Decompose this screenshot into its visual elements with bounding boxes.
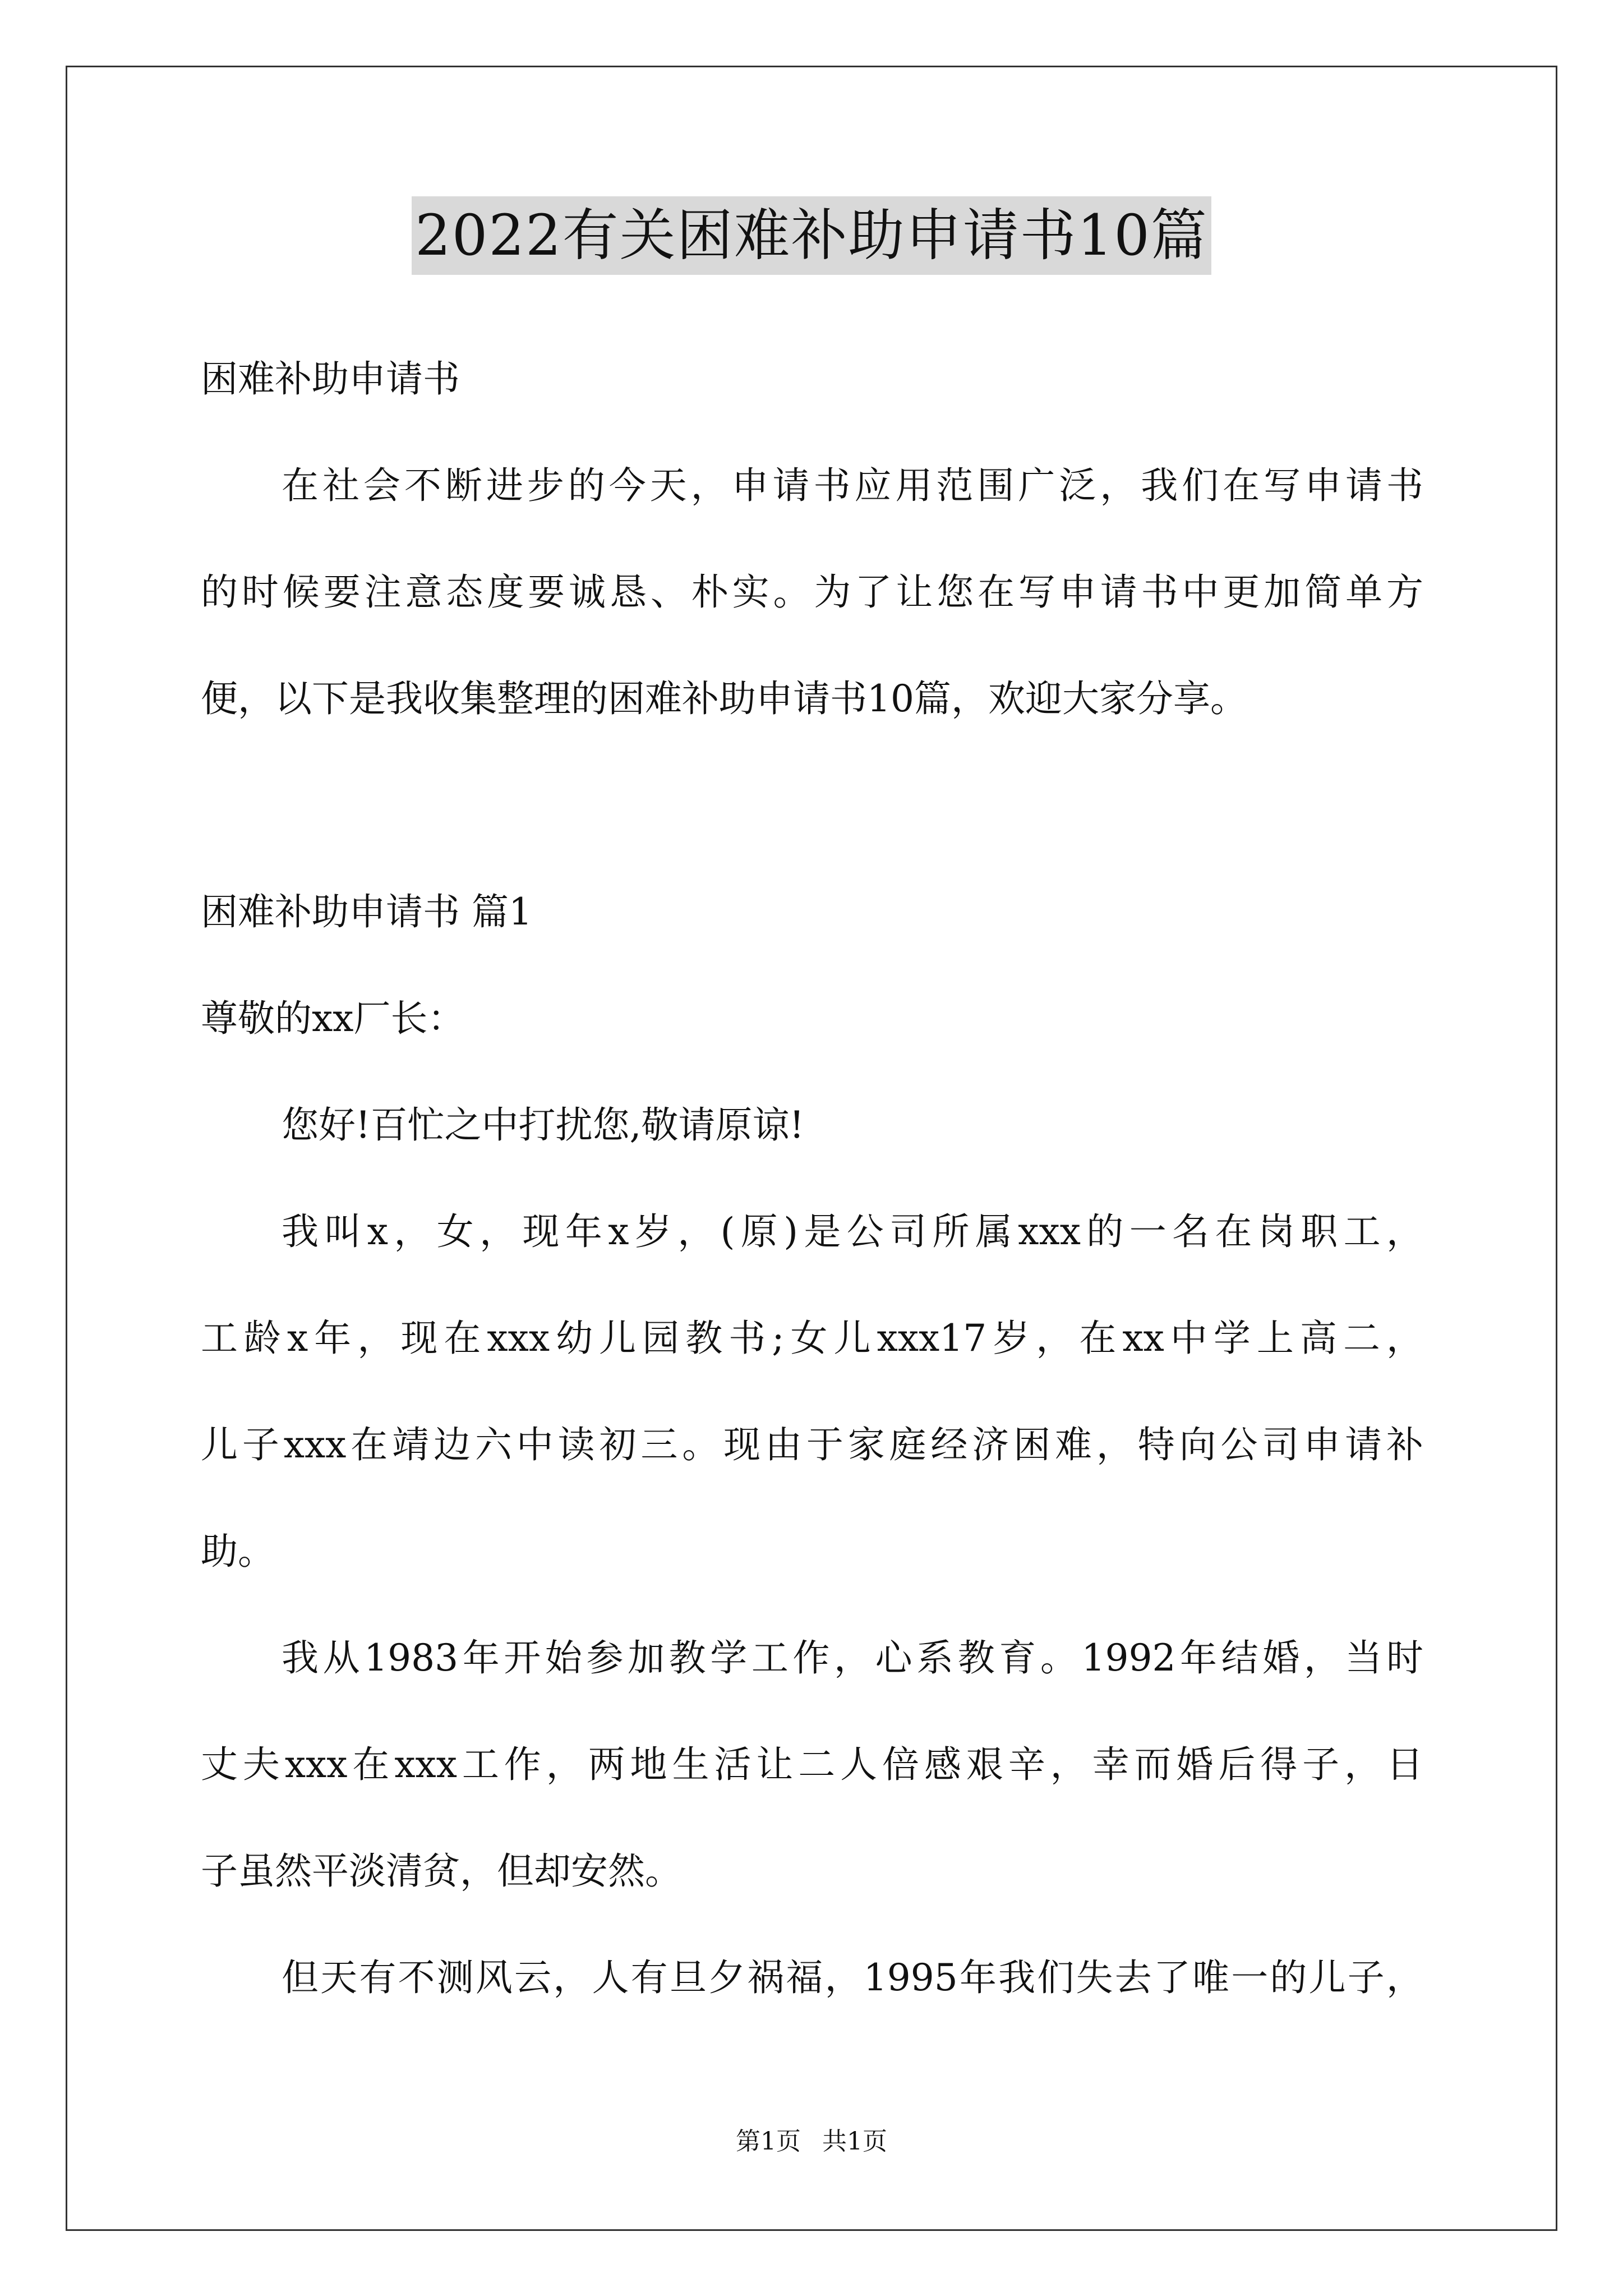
- para3-line-1: 但天有不测风云，人有旦夕祸福，1995年我们失去了唯一的儿子，: [282, 1956, 1423, 1999]
- greeting: 您好!百忙之中打扰您,敬请原谅!: [282, 1103, 805, 1147]
- section-title: 困难补助申请书 篇1: [201, 890, 532, 933]
- para1-line-4: 助。: [201, 1530, 275, 1573]
- para1-line-1: 我叫x，女，现年x岁，(原)是公司所属xxx的一名在岗职工，: [282, 1210, 1423, 1253]
- para2-line-3: 子虽然平淡清贫，但却安然。: [201, 1849, 682, 1893]
- title-container: [0, 196, 1623, 275]
- para1-line-3: 儿子xxx在靖边六中读初三。现由于家庭经济困难，特向公司申请补: [201, 1423, 1423, 1466]
- intro-line-1: 在社会不断进步的今天，申请书应用范围广泛，我们在写申请书: [282, 464, 1423, 507]
- para2-line-1: 我从1983年开始参加教学工作，心系教育。1992年结婚，当时: [282, 1636, 1423, 1680]
- page-number: 第1页: [736, 2127, 801, 2156]
- para2-line-2: 丈夫xxx在xxx工作，两地生活让二人倍感艰辛，幸而婚后得子，日: [201, 1743, 1423, 1786]
- intro-line-2: 的时候要注意态度要诚恳、朴实。为了让您在写申请书中更加简单方: [201, 570, 1423, 614]
- salutation: 尊敬的xx厂长：: [201, 997, 465, 1040]
- intro-line-3: 便，以下是我收集整理的困难补助申请书10篇，欢迎大家分享。: [201, 677, 1247, 720]
- document-title: 2022有关困难补助申请书10篇: [412, 196, 1211, 275]
- heading-apply-letter: 困难补助申请书: [201, 357, 460, 401]
- page-total: 共1页: [822, 2127, 887, 2156]
- para1-line-2: 工龄x年，现在xxx幼儿园教书;女儿xxx17岁，在xx中学上高二，: [201, 1317, 1423, 1360]
- page-footer: [0, 2125, 1623, 2159]
